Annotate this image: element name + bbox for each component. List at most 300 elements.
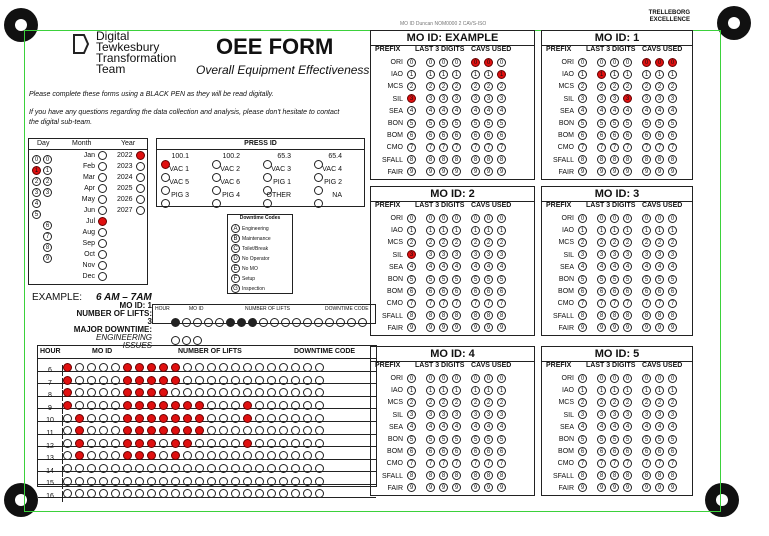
month-option[interactable]: Feb [73,162,109,173]
bubble[interactable] [98,250,107,259]
bubble[interactable]: 7 [642,299,651,308]
bubble[interactable]: 8 [655,311,664,320]
bubble[interactable]: 0 [484,374,493,383]
bubble[interactable]: 1 [497,386,506,395]
bubble[interactable]: 1 [668,70,677,79]
bubble[interactable]: 8 [484,471,493,480]
bubble[interactable]: 6 [497,447,506,456]
bubble[interactable]: 7 [668,459,677,468]
bubble[interactable]: 9 [497,483,506,492]
bubble[interactable]: 2 [439,398,448,407]
bubble[interactable]: 7 [642,143,651,152]
bubble[interactable]: 8 [439,471,448,480]
bubble[interactable] [98,261,107,270]
bubble[interactable]: 3 [610,250,619,259]
bubble[interactable] [171,318,180,327]
bubble[interactable]: 1 [452,386,461,395]
bubble[interactable]: 8 [426,155,435,164]
bubble[interactable] [171,336,180,345]
bubble[interactable]: 1 [668,386,677,395]
bubble[interactable]: 0 [407,58,416,67]
bubble[interactable]: 9 [426,167,435,176]
bubble[interactable]: 0 [439,374,448,383]
bubble[interactable]: 2 [497,238,506,247]
bubble[interactable] [347,318,356,327]
bubble[interactable]: 4 [610,106,619,115]
bubble[interactable] [195,489,204,498]
bubble[interactable]: 2 [623,238,632,247]
bubble[interactable]: 4 [452,106,461,115]
bubble[interactable]: 0 [642,214,651,223]
bubble[interactable]: 3 [610,94,619,103]
bubble[interactable] [147,489,156,498]
bubble[interactable]: 6 [497,131,506,140]
bubble[interactable] [136,151,145,160]
bubble[interactable]: 4 [497,422,506,431]
bubble[interactable]: 0 [623,58,632,67]
bubble[interactable]: 6 [426,287,435,296]
bubble[interactable]: 2 [642,238,651,247]
bubble[interactable]: 3 [43,188,52,197]
bubble[interactable]: 5 [610,275,619,284]
bubble[interactable]: 6 [426,447,435,456]
bubble[interactable]: 1 [426,226,435,235]
bubble[interactable]: 8 [655,471,664,480]
press-option[interactable]: NA [314,192,345,208]
bubble[interactable]: 1 [32,166,41,175]
bubble[interactable]: 3 [439,250,448,259]
press-option[interactable]: 65.3 [263,153,294,169]
bubble[interactable] [292,318,301,327]
bubble[interactable]: 9 [655,483,664,492]
bubble[interactable]: 6 [597,131,606,140]
bubble[interactable]: 8 [497,311,506,320]
bubble[interactable]: 8 [597,155,606,164]
bubble[interactable]: 7 [484,459,493,468]
bubble[interactable]: 0 [655,374,664,383]
bubble[interactable]: G [231,284,240,293]
bubble[interactable]: 0 [407,214,416,223]
bubble[interactable]: 0 [642,374,651,383]
bubble[interactable]: 1 [426,70,435,79]
bubble[interactable]: 4 [642,106,651,115]
bubble[interactable] [98,239,107,248]
bubble[interactable]: 5 [642,119,651,128]
bubble[interactable]: 9 [597,323,606,332]
bubble[interactable] [279,489,288,498]
bubble[interactable]: 7 [497,459,506,468]
bubble[interactable]: 1 [655,70,664,79]
bubble[interactable]: 8 [623,471,632,480]
press-option[interactable]: VAC 6 [212,179,243,195]
bubble[interactable]: 1 [610,386,619,395]
bubble[interactable] [248,318,257,327]
bubble[interactable]: 2 [642,82,651,91]
bubble[interactable]: 7 [597,459,606,468]
bubble[interactable] [87,489,96,498]
bubble[interactable]: 2 [655,82,664,91]
bubble[interactable]: 5 [655,119,664,128]
bubble[interactable]: 0 [623,374,632,383]
bubble[interactable]: 4 [497,106,506,115]
bubble[interactable]: 9 [452,167,461,176]
bubble[interactable] [98,228,107,237]
bubble[interactable]: 3 [439,94,448,103]
bubble[interactable]: 9 [578,323,587,332]
bubble[interactable]: 0 [655,58,664,67]
bubble[interactable]: 5 [407,435,416,444]
bubble[interactable]: 2 [668,398,677,407]
bubble[interactable]: 5 [642,435,651,444]
month-option[interactable]: Mar [73,173,109,184]
bubble[interactable]: 9 [439,483,448,492]
bubble[interactable]: 9 [439,167,448,176]
bubble[interactable]: 0 [597,214,606,223]
bubble[interactable]: 7 [578,459,587,468]
bubble[interactable]: 0 [597,58,606,67]
bubble[interactable]: 6 [471,287,480,296]
bubble[interactable]: 5 [452,435,461,444]
bubble[interactable]: 4 [623,106,632,115]
bubble[interactable] [123,489,132,498]
bubble[interactable] [270,318,279,327]
bubble[interactable]: 5 [497,275,506,284]
bubble[interactable]: 4 [668,262,677,271]
bubble[interactable]: 7 [407,143,416,152]
bubble[interactable]: 1 [452,70,461,79]
bubble[interactable]: 9 [610,483,619,492]
bubble[interactable]: B [231,234,240,243]
bubble[interactable]: 9 [642,323,651,332]
bubble[interactable] [98,151,107,160]
bubble[interactable]: 4 [471,422,480,431]
bubble[interactable]: 3 [439,410,448,419]
bubble[interactable]: 8 [407,471,416,480]
bubble[interactable]: 7 [668,299,677,308]
bubble[interactable]: 8 [642,311,651,320]
bubble[interactable]: 3 [407,250,416,259]
bubble[interactable]: 6 [407,287,416,296]
bubble[interactable]: 2 [655,398,664,407]
bubble[interactable]: 7 [484,143,493,152]
bubble[interactable]: 2 [452,82,461,91]
bubble[interactable]: 0 [578,374,587,383]
bubble[interactable]: 7 [407,459,416,468]
bubble[interactable]: 9 [452,483,461,492]
bubble[interactable]: 6 [597,287,606,296]
bubble[interactable]: 6 [439,447,448,456]
month-option[interactable]: Jun [73,206,109,217]
bubble[interactable] [136,195,145,204]
bubble[interactable]: 8 [497,155,506,164]
bubble[interactable]: 6 [578,287,587,296]
bubble[interactable]: F [231,274,240,283]
bubble[interactable]: 5 [623,119,632,128]
bubble[interactable]: 5 [471,435,480,444]
bubble[interactable]: 2 [471,82,480,91]
bubble[interactable]: 5 [597,119,606,128]
month-option[interactable]: Aug [73,228,109,239]
bubble[interactable]: 4 [655,422,664,431]
bubble[interactable]: 8 [452,155,461,164]
bubble[interactable]: 7 [452,459,461,468]
bubble[interactable]: 8 [497,471,506,480]
bubble[interactable]: 6 [471,131,480,140]
bubble[interactable]: 5 [452,275,461,284]
bubble[interactable]: 5 [471,119,480,128]
bubble[interactable] [183,489,192,498]
bubble[interactable]: 8 [484,155,493,164]
bubble[interactable] [263,199,272,208]
bubble[interactable]: 8 [668,311,677,320]
bubble[interactable]: 6 [426,131,435,140]
bubble[interactable] [98,173,107,182]
bubble[interactable]: 6 [452,131,461,140]
bubble[interactable]: 5 [668,119,677,128]
bubble[interactable]: 5 [578,275,587,284]
bubble[interactable]: 6 [668,287,677,296]
bubble[interactable]: 4 [668,422,677,431]
bubble[interactable]: 9 [623,323,632,332]
bubble[interactable]: 3 [623,410,632,419]
bubble[interactable] [136,206,145,215]
bubble[interactable]: 7 [439,459,448,468]
bubble[interactable] [231,489,240,498]
bubble[interactable]: 2 [597,82,606,91]
bubble[interactable]: 9 [610,167,619,176]
bubble[interactable]: 1 [623,386,632,395]
bubble[interactable] [303,489,312,498]
bubble[interactable]: 2 [452,398,461,407]
bubble[interactable] [281,318,290,327]
bubble[interactable]: 1 [597,386,606,395]
bubble[interactable]: 1 [484,226,493,235]
bubble[interactable]: 2 [426,238,435,247]
bubble[interactable]: 4 [578,422,587,431]
bubble[interactable] [325,318,334,327]
bubble[interactable]: 0 [610,374,619,383]
bubble[interactable]: 6 [471,447,480,456]
bubble[interactable]: 0 [439,214,448,223]
bubble[interactable]: 2 [426,398,435,407]
bubble[interactable] [159,489,168,498]
bubble[interactable]: 8 [610,471,619,480]
bubble[interactable]: 5 [407,275,416,284]
bubble[interactable]: 2 [471,238,480,247]
bubble[interactable]: 0 [471,214,480,223]
bubble[interactable]: 6 [407,131,416,140]
bubble[interactable]: 7 [497,299,506,308]
bubble[interactable]: 0 [426,58,435,67]
bubble[interactable]: 8 [471,471,480,480]
bubble[interactable]: 8 [655,155,664,164]
bubble[interactable]: 8 [610,155,619,164]
bubble[interactable]: 7 [610,143,619,152]
bubble[interactable] [161,199,170,208]
bubble[interactable]: 5 [655,275,664,284]
bubble[interactable]: 8 [426,471,435,480]
year-option[interactable]: 2027 [117,206,147,217]
bubble[interactable]: 4 [439,106,448,115]
bubble[interactable]: 4 [655,262,664,271]
bubble[interactable]: 2 [578,398,587,407]
bubble[interactable]: 4 [407,422,416,431]
bubble[interactable]: 1 [407,226,416,235]
bubble[interactable]: 7 [668,143,677,152]
bubble[interactable] [63,489,72,498]
bubble[interactable]: 6 [668,447,677,456]
bubble[interactable]: 5 [578,119,587,128]
bubble[interactable]: 4 [497,262,506,271]
bubble[interactable]: 9 [407,167,416,176]
bubble[interactable]: 1 [610,70,619,79]
bubble[interactable] [291,489,300,498]
bubble[interactable]: 8 [668,155,677,164]
bubble[interactable]: 0 [642,58,651,67]
bubble[interactable]: 2 [407,82,416,91]
bubble[interactable]: 6 [43,221,52,230]
bubble[interactable]: 8 [452,471,461,480]
bubble[interactable]: 8 [439,155,448,164]
bubble[interactable]: 5 [597,435,606,444]
bubble[interactable]: 3 [668,250,677,259]
bubble[interactable]: 1 [407,70,416,79]
bubble[interactable] [136,173,145,182]
bubble[interactable]: 2 [655,238,664,247]
bubble[interactable]: 4 [471,262,480,271]
bubble[interactable] [243,489,252,498]
bubble[interactable]: 3 [452,94,461,103]
bubble[interactable]: 8 [623,155,632,164]
bubble[interactable]: 4 [484,422,493,431]
bubble[interactable]: 5 [610,119,619,128]
bubble[interactable]: 8 [471,155,480,164]
bubble[interactable]: 6 [407,447,416,456]
bubble[interactable]: 6 [623,447,632,456]
bubble[interactable]: 9 [578,167,587,176]
bubble[interactable]: 3 [407,94,416,103]
bubble[interactable] [267,489,276,498]
bubble[interactable] [314,199,323,208]
year-option[interactable]: 2025 [117,184,147,195]
bubble[interactable]: 6 [578,131,587,140]
bubble[interactable]: 1 [642,226,651,235]
press-option[interactable]: PIG 3 [161,192,192,208]
bubble[interactable]: 3 [497,250,506,259]
bubble[interactable]: 4 [623,422,632,431]
bubble[interactable]: 5 [439,119,448,128]
bubble[interactable]: 1 [655,386,664,395]
bubble[interactable]: 5 [597,275,606,284]
bubble[interactable]: 3 [623,94,632,103]
bubble[interactable]: 5 [439,435,448,444]
bubble[interactable]: 7 [623,143,632,152]
bubble[interactable]: 7 [655,299,664,308]
bubble[interactable]: 2 [610,398,619,407]
bubble[interactable]: 6 [610,447,619,456]
bubble[interactable]: C [231,244,240,253]
bubble[interactable]: 0 [668,214,677,223]
bubble[interactable] [314,318,323,327]
bubble[interactable]: 0 [610,58,619,67]
bubble[interactable]: 3 [597,410,606,419]
bubble[interactable]: 9 [452,323,461,332]
bubble[interactable]: 7 [471,299,480,308]
bubble[interactable]: 4 [623,262,632,271]
bubble[interactable]: 6 [439,131,448,140]
bubble[interactable]: 4 [610,262,619,271]
bubble[interactable]: D [231,254,240,263]
bubble[interactable]: 9 [623,483,632,492]
bubble[interactable]: 8 [452,311,461,320]
bubble[interactable]: 8 [471,311,480,320]
bubble[interactable]: 7 [471,459,480,468]
bubble[interactable]: 2 [623,398,632,407]
bubble[interactable] [98,195,107,204]
bubble[interactable]: 4 [597,262,606,271]
bubble[interactable]: 2 [668,238,677,247]
bubble[interactable]: 6 [655,447,664,456]
bubble[interactable]: 9 [471,167,480,176]
bubble[interactable]: 3 [642,94,651,103]
bubble[interactable]: 3 [484,94,493,103]
bubble[interactable]: 6 [452,447,461,456]
bubble[interactable]: 1 [407,386,416,395]
bubble[interactable]: 3 [426,410,435,419]
bubble[interactable]: 0 [668,58,677,67]
bubble[interactable]: 4 [578,106,587,115]
bubble[interactable]: 1 [439,386,448,395]
bubble[interactable]: 0 [497,214,506,223]
bubble[interactable]: 6 [623,131,632,140]
bubble[interactable]: 9 [497,323,506,332]
year-option[interactable]: 2026 [117,195,147,206]
bubble[interactable]: 7 [655,143,664,152]
bubble[interactable] [219,489,228,498]
bubble[interactable]: 1 [497,70,506,79]
press-option[interactable]: VAC 1 [161,166,192,182]
bubble[interactable]: 3 [452,410,461,419]
month-option[interactable]: May [73,195,109,206]
bubble[interactable]: A [231,224,240,233]
bubble[interactable]: 1 [426,386,435,395]
bubble[interactable]: 1 [484,386,493,395]
bubble[interactable]: 1 [43,166,52,175]
year-option[interactable]: 2024 [117,173,147,184]
bubble[interactable]: 3 [597,94,606,103]
bubble[interactable]: 4 [426,106,435,115]
bubble[interactable]: 3 [655,250,664,259]
bubble[interactable]: 4 [578,262,587,271]
bubble[interactable]: 1 [578,226,587,235]
bubble[interactable]: 5 [426,275,435,284]
bubble[interactable]: 0 [407,374,416,383]
bubble[interactable]: 1 [623,70,632,79]
bubble[interactable]: 9 [578,483,587,492]
bubble[interactable] [215,318,224,327]
bubble[interactable]: 4 [426,262,435,271]
bubble[interactable]: 8 [484,311,493,320]
year-option[interactable]: 2022 [117,151,147,162]
bubble[interactable]: 0 [578,214,587,223]
bubble[interactable] [226,318,235,327]
bubble[interactable]: 6 [484,287,493,296]
bubble[interactable]: 2 [597,398,606,407]
bubble[interactable]: 5 [452,119,461,128]
bubble[interactable] [136,162,145,171]
bubble[interactable]: 8 [426,311,435,320]
bubble[interactable]: 3 [497,410,506,419]
